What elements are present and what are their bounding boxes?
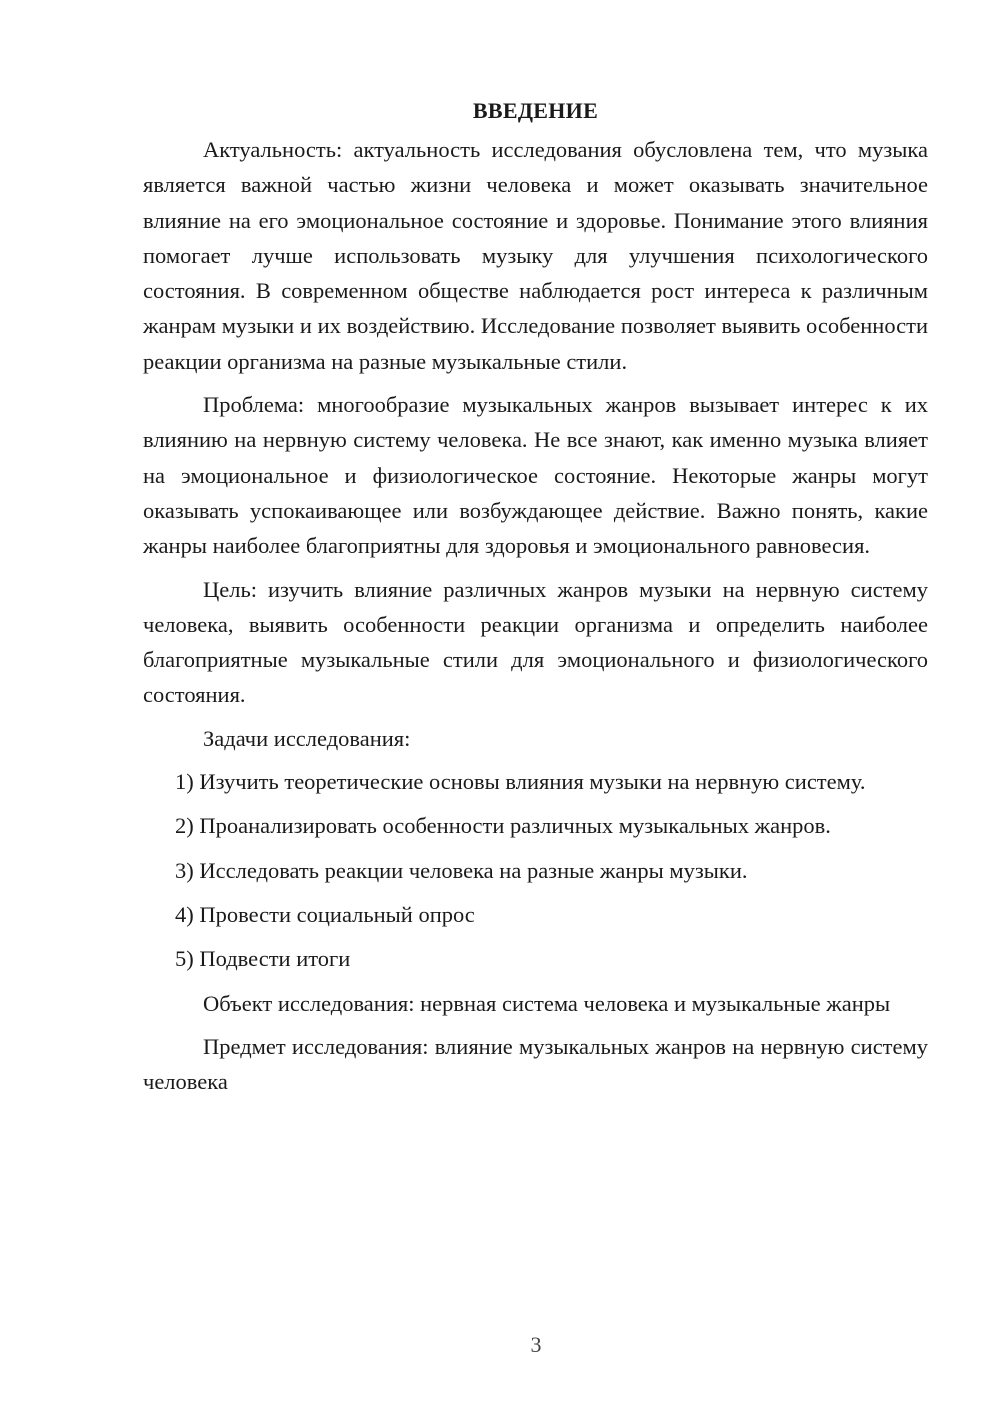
page-number: 3 <box>530 1332 542 1357</box>
list-item: 2) Проанализировать особенности различных музыкальных жанров. <box>175 813 831 839</box>
object-paragraph: Объект исследования: нервная система человека и музыкальные жанры <box>203 990 891 1016</box>
tasks-list <box>143 764 928 976</box>
subject-paragraph: Предмет исследования: влияние музыкальных жанров на нервную систему человека <box>143 1033 928 1095</box>
document-page <box>143 96 928 1107</box>
goal-paragraph: Цель: изучить влияние различных жанров музыки на нервную систему человека, выявить особенности реакции организма и определить наиболее благоприятные музыкальные стили для эмоционального и физиологического состояния. <box>143 576 928 708</box>
list-item: 4) Провести социальный опрос <box>175 901 475 927</box>
list-item: 1) Изучить теоретические основы влияния музыки на нервную систему. <box>175 769 866 795</box>
relevance-paragraph: Актуальность: актуальность исследования обусловлена тем, что музыка является важной частью жизни человека и может оказывать значительное влияние на его эмоциональное состояние и здоровье. Понимание этого влияния помогает лучше использовать музыку для улучшения психологического состояния. В современном обществе наблюдается рост интереса к различным жанрам музыки и их воздействию. Исследование позволяет выявить особенности реакции организма на разные музыкальные стили. <box>143 137 928 374</box>
problem-paragraph: Проблема: многообразие музыкальных жанров вызывает интерес к их влиянию на нервную систему человека. Не все знают, как именно музыка влияет на эмоциональное и физиологическое состояние. Некоторые жанры могут оказывать успокаивающее или возбуждающее действие. Важно понять, какие жанры наиболее благоприятны для здоровья и эмоционального равновесия. <box>143 392 928 559</box>
section-heading: ВВЕДЕНИЕ <box>472 98 599 123</box>
tasks-heading: Задачи исследования: <box>203 725 411 751</box>
list-item: 3) Исследовать реакции человека на разные жанры музыки. <box>175 857 748 883</box>
list-item: 5) Подвести итоги <box>175 946 351 972</box>
